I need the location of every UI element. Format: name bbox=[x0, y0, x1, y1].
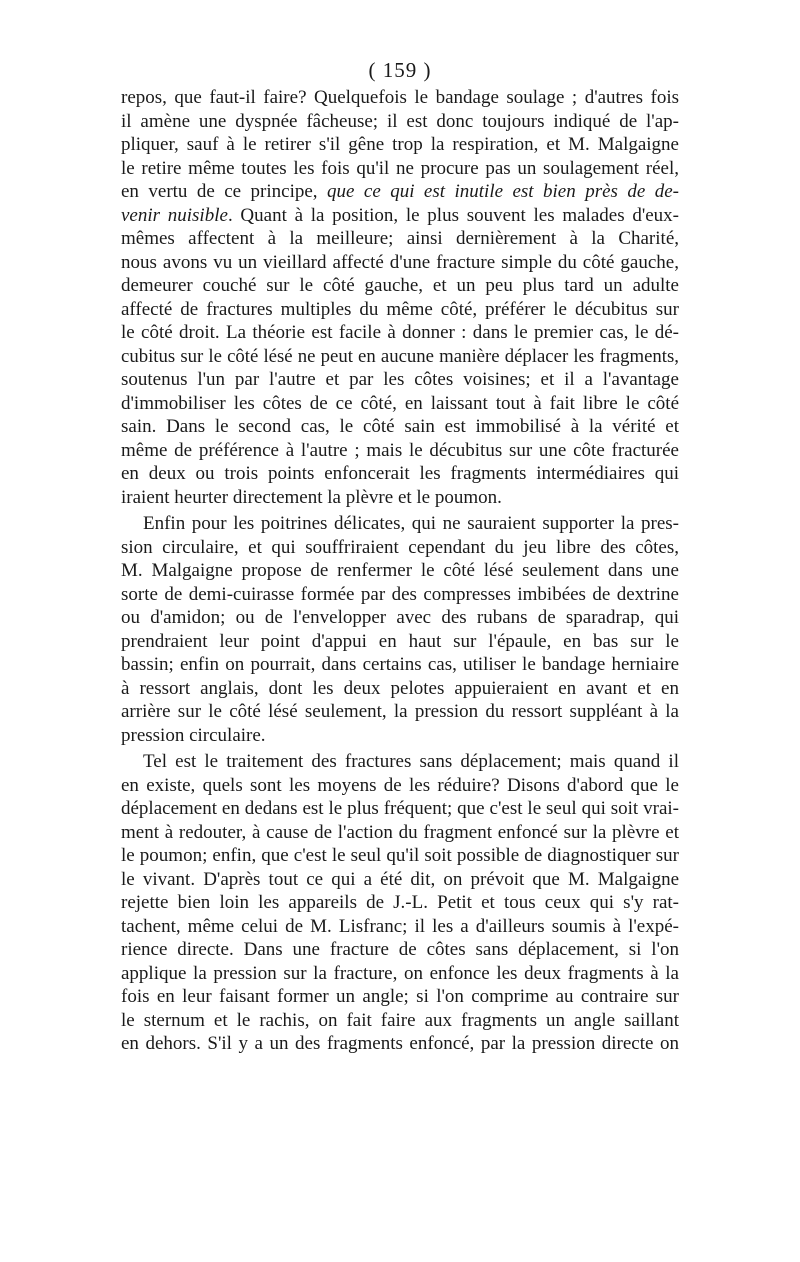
text-line: ou d'amidon; ou de l'envelopper avec des rubans de sparadrap, qui bbox=[121, 607, 679, 628]
text-line: arrière sur le côté lésé seulement, la pression du ressort suppléant à la bbox=[121, 701, 679, 722]
text-line: sorte de demi-cuirasse formée par des compresses imbibées de dextrine bbox=[121, 583, 679, 605]
text-line: applique la pression sur la fracture, on enfonce les deux fragments à la bbox=[121, 962, 679, 984]
paragraph-3 bbox=[121, 750, 679, 1056]
body-text bbox=[121, 86, 679, 1056]
text-line: le poumon; enfin, que c'est le seul qu'il soit possible de diagnostiquer sur bbox=[121, 845, 679, 866]
text-line: iraient heurter directement la plèvre et le poumon. bbox=[121, 486, 502, 508]
text-line: tachent, même celui de M. Lisfranc; il les a d'ailleurs soumis à l'expé- bbox=[121, 915, 679, 937]
paragraph-1 bbox=[121, 86, 679, 509]
text-line: le sternum et le rachis, on fait faire aux fragments un angle saillant bbox=[121, 1009, 679, 1031]
text-line: nous avons vu un vieillard affecté d'une fracture simple du côté gauche, bbox=[121, 251, 679, 273]
text-line: en vertu de ce principe, que ce qui est inutile est bien près de de- bbox=[121, 181, 679, 202]
text-line: pression circulaire. bbox=[121, 724, 266, 746]
text-line: venir nuisible. Quant à la position, le plus souvent les malades d'eux- bbox=[121, 204, 680, 226]
text-line: demeurer couché sur le côté gauche, et un peu plus tard un adulte bbox=[121, 275, 679, 296]
text-line: M. Malgaigne propose de renfermer le côté lésé seulement dans une bbox=[121, 560, 679, 581]
text-line: rience directe. Dans une fracture de côtes sans déplacement, si l'on bbox=[121, 939, 679, 960]
text-line: d'immobiliser les côtes de ce côté, en laissant tout à fait libre le côté bbox=[121, 392, 679, 414]
text-line: Enfin pour les poitrines délicates, qui ne sauraient supporter la pres- bbox=[143, 513, 679, 534]
text-line: le retire même toutes les fois qu'il ne procure pas un soulagement réel, bbox=[121, 157, 679, 179]
text-line: repos, que faut-il faire? Quelquefois le bandage soulage ; d'autres fois bbox=[121, 87, 679, 108]
text-line: le côté droit. La théorie est facile à donner : dans le premier cas, le dé- bbox=[121, 322, 679, 343]
text-line: à ressort anglais, dont les deux pelotes appuieraient en avant et en bbox=[121, 677, 679, 699]
text-line: déplacement en dedans est le plus fréquent; que c'est le seul qui soit vrai- bbox=[121, 798, 679, 819]
text-line: fois en leur faisant former un angle; si l'on comprime au contraire sur bbox=[121, 986, 679, 1007]
text-line: en deux ou trois points enfoncerait les fragments intermédiaires qui bbox=[121, 463, 679, 484]
text-line: même de préférence à l'autre ; mais le décubitus sur une côte fracturée bbox=[121, 439, 679, 461]
text-line: affecté de fractures multiples du même côté, préférer le décubitus sur bbox=[121, 298, 679, 320]
text-line: mêmes affectent à la meilleure; ainsi dernièrement à la Charité, bbox=[121, 228, 679, 249]
text-line: cubitus sur le côté lésé ne peut en aucune manière déplacer les fragments, bbox=[121, 345, 679, 367]
text-line: bassin; enfin on pourrait, dans certains cas, utiliser le bandage herniaire bbox=[121, 654, 679, 675]
text-line: sain. Dans le second cas, le côté sain est immobilisé à la vérité et bbox=[121, 416, 679, 437]
text-line: Tel est le traitement des fractures sans déplacement; mais quand il bbox=[143, 751, 679, 772]
text-line: soutenus l'un par l'autre et par les côtes voisines; et il a l'avantage bbox=[121, 369, 679, 390]
text-line: le vivant. D'après tout ce qui a été dit, on prévoit que M. Malgaigne bbox=[121, 868, 679, 890]
paragraph-2 bbox=[121, 512, 679, 747]
text-line: ment à redouter, à cause de l'action du fragment enfoncé sur la plèvre et bbox=[121, 821, 679, 843]
text-line: en existe, quels sont les moyens de les réduire? Disons d'abord que le bbox=[121, 774, 679, 796]
text-line: il amène une dyspnée fâcheuse; il est donc toujours indiqué de l'ap- bbox=[121, 110, 679, 132]
text-line: en dehors. S'il y a un des fragments enfoncé, par la pression directe on bbox=[121, 1033, 679, 1054]
text-line: sion circulaire, et qui souffriraient cependant du jeu libre des côtes, bbox=[121, 536, 679, 558]
text-line: rejette bien loin les appareils de J.-L. Petit et tous ceux qui s'y rat- bbox=[121, 892, 679, 913]
text-line: prendraient leur point d'appui en haut sur l'épaule, en bas sur le bbox=[121, 630, 679, 652]
text-line: pliquer, sauf à le retirer s'il gêne trop la respiration, et M. Malgaigne bbox=[121, 134, 679, 155]
page-number: ( 159 ) bbox=[368, 58, 432, 82]
